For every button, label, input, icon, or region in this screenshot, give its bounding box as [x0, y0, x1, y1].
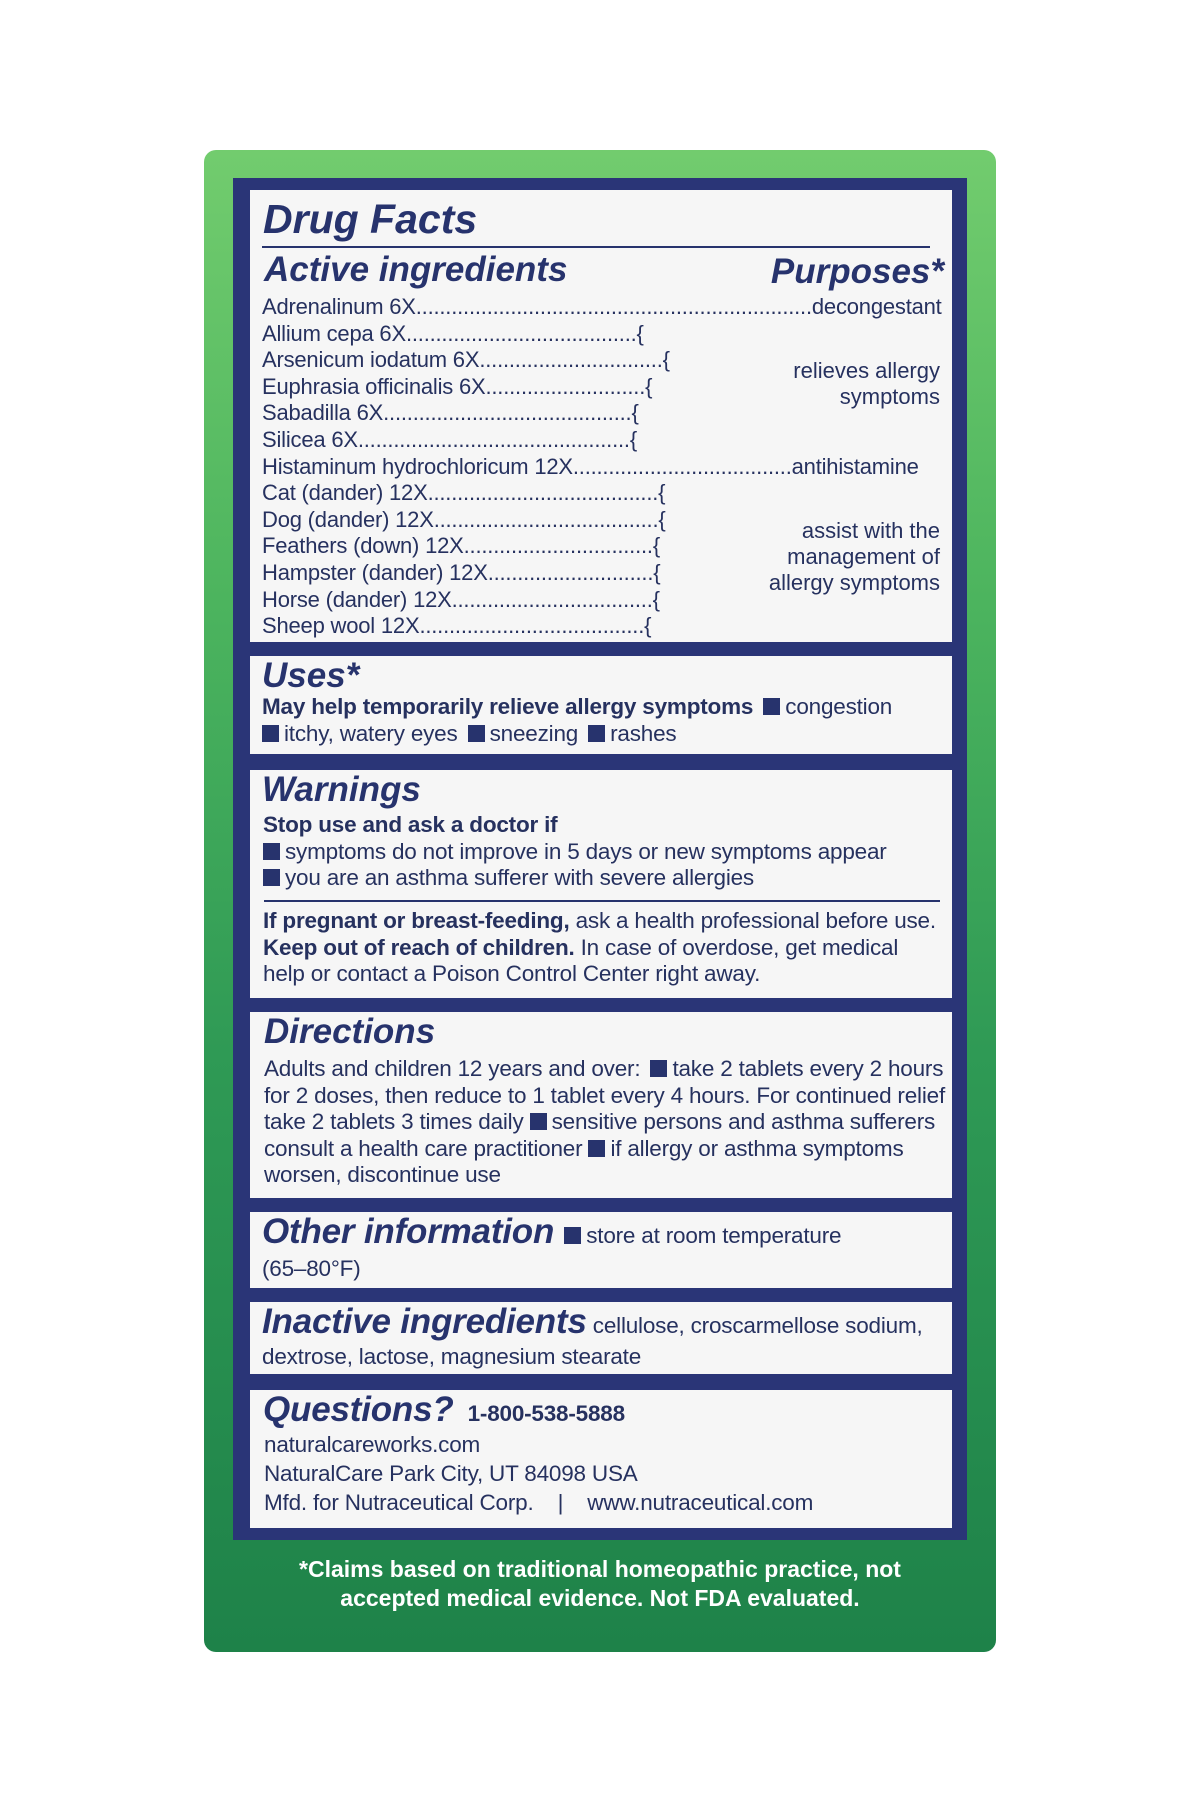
bullet-square — [588, 1140, 605, 1157]
drug-facts-title: Drug Facts — [263, 196, 478, 242]
bracket: { — [629, 427, 637, 452]
warning-item: you are an asthma sufferer with severe allergies — [263, 865, 942, 892]
bullet-square — [650, 1060, 667, 1077]
nutraceutical-link[interactable]: www.nutraceutical.com — [587, 1490, 814, 1515]
bullet-square — [263, 843, 280, 860]
warnings-panel — [250, 770, 952, 998]
ingredient-name: Histaminum hydrochloricum 12X — [262, 453, 573, 479]
bracket: { — [653, 560, 661, 585]
address-text: NaturalCare Park City, UT 84098 USA — [264, 1461, 638, 1486]
leader-dots: ................................ — [463, 533, 653, 559]
website-link[interactable]: naturalcareworks.com — [264, 1432, 481, 1457]
bracket: { — [636, 320, 644, 346]
leader-dots: ...................................... — [433, 506, 659, 532]
leader-dots: .................................. — [451, 586, 653, 612]
mfd-line: Mfd. for Nutraceutical Corp. | www.nutraceutical.com — [264, 1490, 814, 1515]
ingredient-row — [262, 321, 644, 347]
leader-dots: ............................ — [487, 560, 654, 585]
bracket: { — [652, 586, 660, 612]
uses-item: itchy, watery eyes — [284, 720, 458, 746]
footnote-line: accepted medical evidence. Not FDA evaluated. — [340, 1585, 860, 1611]
warnings-divider — [264, 900, 940, 902]
stop-use-heading: Stop use and ask a doctor if — [263, 812, 558, 837]
uses-item: rashes — [610, 720, 677, 746]
bracket: { — [644, 613, 652, 639]
leader-dots: ....................................... — [405, 320, 637, 346]
warnings-heading: Warnings — [262, 770, 421, 809]
uses-heading: Uses* — [262, 656, 360, 695]
bullet-square — [588, 725, 605, 742]
ingredient-name: Feathers (down) 12X — [262, 533, 464, 559]
purpose-line: relieves allergy — [793, 358, 940, 383]
bullet-square — [564, 1227, 581, 1244]
purposes-heading: Purposes* — [770, 252, 944, 291]
uses-text — [262, 694, 942, 747]
leader-dots: .................................................................. — [415, 294, 806, 319]
purpose-group-relieves — [793, 358, 940, 410]
warning-item: symptoms do not improve in 5 days or new symptoms appear — [263, 839, 942, 866]
inactive-ingredients-heading: Inactive ingredients — [262, 1302, 587, 1341]
directions-heading: Directions — [264, 1012, 436, 1051]
other-info-temp: (65–80°F) — [262, 1256, 361, 1281]
ingredient-row — [262, 533, 660, 559]
bullet-square — [530, 1113, 547, 1130]
leader-dots: .............................................. — [357, 427, 630, 452]
leader-dots: ............................... — [479, 347, 663, 373]
ingredient-row — [262, 507, 666, 533]
ingredient-row — [262, 400, 639, 426]
bullet-square — [468, 725, 485, 742]
leader-dots: .......................................... — [383, 400, 632, 426]
other-information-panel — [250, 1212, 952, 1288]
uses-panel — [250, 656, 952, 754]
ingredient-row — [262, 347, 670, 373]
bullet-square — [262, 725, 279, 742]
ingredient-name: Horse (dander) 12X — [262, 586, 452, 612]
bracket: { — [658, 506, 666, 532]
ingredient-row — [262, 480, 665, 506]
bracket: { — [652, 533, 660, 559]
leader-dots: ........................... — [485, 373, 646, 399]
ingredient-name: Sabadilla 6X — [262, 400, 384, 426]
inactive-line: Inactive ingredients cellulose, croscarmellose sodium, — [262, 1302, 923, 1341]
other-information-heading: Other information — [262, 1212, 555, 1251]
ingredient-purpose: .antihistamine — [785, 453, 919, 479]
ingredient-name: Hampster (dander) 12X — [262, 560, 488, 585]
ingredient-name: Euphrasia officinalis 6X — [262, 373, 486, 399]
questions-panel — [250, 1390, 952, 1528]
disclaimer-footnote — [204, 1555, 996, 1613]
inactive-line-2: dextrose, lactose, magnesium stearate — [262, 1344, 642, 1369]
uses-lead: May help temporarily relieve allergy symptoms — [262, 694, 754, 719]
ingredient-row — [262, 374, 652, 400]
bullet-square — [763, 698, 780, 715]
purpose-line: symptoms — [839, 384, 940, 409]
bracket: { — [662, 347, 670, 373]
title-rule — [262, 246, 930, 248]
uses-item: congestion — [785, 694, 893, 719]
ingredient-name: Dog (dander) 12X — [262, 506, 434, 532]
questions-heading: Questions? — [263, 1390, 454, 1429]
phone-number[interactable]: 1-800-538-5888 — [467, 1401, 625, 1426]
ingredient-name: Silicea 6X — [262, 427, 358, 452]
bullet-square — [263, 869, 280, 886]
ingredient-row — [262, 454, 919, 480]
directions-panel — [250, 1012, 952, 1198]
purpose-line: management of — [787, 544, 940, 569]
uses-item: sneezing — [489, 720, 579, 746]
ingredient-row — [262, 427, 637, 453]
ingredient-row — [262, 587, 660, 613]
leader-dots: ....................................... — [427, 480, 659, 506]
ingredient-name: Arsenicum iodatum 6X — [262, 347, 480, 373]
ingredient-purpose: .decongestant — [805, 294, 942, 319]
bracket: { — [645, 373, 653, 399]
footnote-line: *Claims based on traditional homeopathic practice, not — [299, 1556, 901, 1582]
active-ingredients-heading: Active ingredients — [264, 250, 568, 289]
purpose-line: allergy symptoms — [768, 570, 940, 595]
bracket: { — [631, 400, 639, 426]
pregnancy-text: If pregnant or breast-feeding, ask a health professional before use. Keep out of reach of children. In case of overdose, get medical help or contact a Poison Control Center right away. — [263, 908, 936, 986]
ingredient-row — [262, 613, 651, 639]
other-info-line: Other information store at room temperature — [262, 1212, 842, 1251]
stop-use-text — [263, 812, 942, 892]
questions-line — [263, 1390, 942, 1430]
bracket: { — [658, 480, 666, 506]
inactive-ingredients-panel — [250, 1302, 952, 1374]
leader-dots: .................................... — [572, 453, 786, 479]
ingredient-name: Allium cepa 6X — [262, 320, 406, 346]
purpose-line: assist with the — [801, 518, 940, 543]
ingredient-row — [262, 294, 942, 320]
directions-text: Adults and children 12 years and over: take 2 tablets every 2 hours for 2 doses, then reduce to 1 tablet every 4 hours. For continued relief take 2 tablets 3 times daily sensitive persons and asthma sufferers consult a health care practitioner if allergy or asthma symptoms worsen, discontinue use — [264, 1056, 946, 1187]
ingredient-name: Cat (dander) 12X — [262, 480, 428, 506]
ingredient-row — [262, 560, 660, 586]
ingredient-name: Sheep wool 12X — [262, 613, 420, 639]
purpose-group-assist — [769, 518, 940, 596]
leader-dots: ...................................... — [419, 613, 645, 639]
ingredient-name: Adrenalinum 6X — [262, 294, 416, 319]
questions-details — [264, 1430, 942, 1517]
active-ingredients-panel — [250, 190, 952, 642]
